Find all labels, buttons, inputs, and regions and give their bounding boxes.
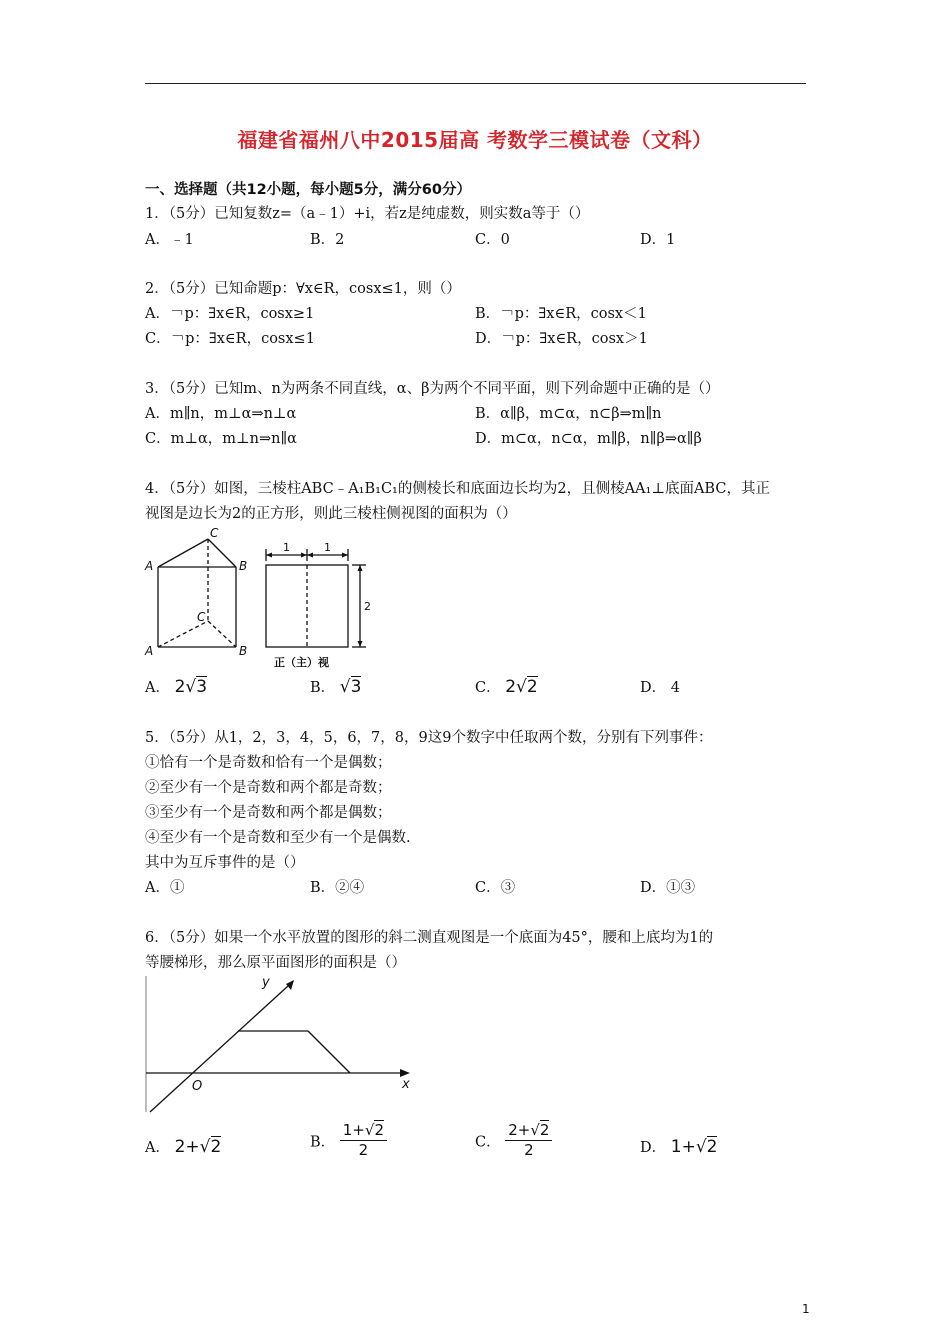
q6-stem-line2: 等腰梯形，那么原平面图形的面积是（） bbox=[145, 955, 406, 971]
q4-dim-1a: 1 bbox=[283, 541, 290, 554]
q6-label-y: y bbox=[262, 975, 270, 990]
q3-option-c: C．m⊥α，m⊥n⇒n∥α bbox=[145, 431, 297, 447]
q3-option-b: B．α∥β，m⊂α，n⊂β⇒m∥n bbox=[475, 406, 662, 422]
q2-option-b: B．￢p：∃x∈R，cosx＜1 bbox=[475, 306, 647, 322]
q1-option-c: C．0 bbox=[475, 232, 510, 248]
section-heading: 一、选择题（共12小题，每小题5分，满分60分） bbox=[145, 182, 471, 198]
q6-option-a: A． 2+√2 bbox=[145, 1137, 222, 1157]
q4-dim-1b: 1 bbox=[324, 541, 331, 554]
q4-prism-figure bbox=[140, 525, 380, 675]
q6-option-d: D． 1+√2 bbox=[640, 1137, 718, 1157]
q5-question: 其中为互斥事件的是（） bbox=[145, 855, 305, 871]
q2-option-a: A．￢p：∃x∈R，cosx≥1 bbox=[145, 306, 315, 322]
q5-option-c: C．③ bbox=[475, 880, 516, 896]
q6-option-b: B． $\frac{1+√2}{2}$ bbox=[310, 1122, 387, 1160]
header-rule bbox=[145, 83, 806, 84]
q4-label-b-top: B bbox=[239, 559, 248, 573]
q4-option-a: A． 2√3 bbox=[145, 677, 208, 697]
q4-caption: 正（主）视 bbox=[274, 656, 329, 669]
q2-option-c: C．￢p：∃x∈R，cosx≤1 bbox=[145, 331, 315, 347]
q4-label-c-bottom: C bbox=[197, 610, 206, 624]
q6-stem-line1: 6．（5分）如果一个水平放置的图形的斜二测直观图是一个底面为45°，腰和上底均为1的 bbox=[145, 930, 714, 946]
q4-dim-2: 2 bbox=[364, 600, 371, 613]
q6-trapezoid-figure bbox=[140, 972, 420, 1117]
q6-label-x: x bbox=[402, 1077, 410, 1092]
q5-option-b: B．②④ bbox=[310, 880, 365, 896]
q4-stem-line1: 4．（5分）如图，三棱柱ABC﹣A₁B₁C₁的侧棱长和底面边长均为2，且侧棱AA₁⊥底面ABC，其正 bbox=[145, 481, 770, 497]
q4-label-a-bottom: A bbox=[145, 644, 154, 658]
q4-label-b-bottom: B bbox=[239, 644, 248, 658]
q4-option-c: C． 2√2 bbox=[475, 677, 538, 697]
q5-option-d: D．①③ bbox=[640, 880, 696, 896]
q5-event-3: ③至少有一个是奇数和两个都是偶数； bbox=[145, 805, 392, 821]
q3-stem: 3．（5分）已知m、n为两条不同直线，α、β为两个不同平面，则下列命题中正确的是（） bbox=[145, 381, 720, 397]
page-title: 福建省福州八中2015届高 考数学三模试卷（文科） bbox=[237, 128, 713, 152]
q1-option-d: D．1 bbox=[640, 232, 676, 248]
q4-option-b: B． √3 bbox=[310, 677, 362, 697]
q3-option-d: D．m⊂α，n⊂α，m∥β，n∥β⇒α∥β bbox=[475, 431, 702, 447]
q5-event-2: ②至少有一个是奇数和两个都是奇数； bbox=[145, 780, 392, 796]
q1-option-a: A．﹣1 bbox=[145, 232, 194, 248]
q1-option-b: B．2 bbox=[310, 232, 345, 248]
q6-label-o: O bbox=[192, 1079, 203, 1094]
q4-option-d: D． 4 bbox=[640, 680, 680, 696]
page-number: 1 bbox=[802, 1302, 810, 1316]
q2-stem: 2．（5分）已知命题p：∀x∈R，cosx≤1，则（） bbox=[145, 281, 461, 297]
q1-stem: 1．（5分）已知复数z=（a﹣1）+i，若z是纯虚数，则实数a等于（） bbox=[145, 206, 590, 222]
q2-option-d: D．￢p：∃x∈R，cosx＞1 bbox=[475, 331, 648, 347]
q5-event-1: ①恰有一个是奇数和恰有一个是偶数； bbox=[145, 755, 392, 771]
q4-stem-line2: 视图是边长为2的正方形，则此三棱柱侧视图的面积为（） bbox=[145, 506, 517, 522]
q4-label-c-top: C bbox=[210, 526, 219, 540]
q6-option-c: C． $\frac{2+√2}{2}$ bbox=[475, 1122, 552, 1160]
q5-stem: 5．（5分）从1，2，3，4，5，6，7，8，9这9个数字中任取两个数，分别有下列事件： bbox=[145, 730, 713, 746]
q4-label-a-top: A bbox=[145, 559, 154, 573]
q5-option-a: A．① bbox=[145, 880, 185, 896]
q5-event-4: ④至少有一个是奇数和至少有一个是偶数. bbox=[145, 830, 411, 846]
q3-option-a: A．m∥n，m⊥α⇒n⊥α bbox=[145, 406, 297, 422]
